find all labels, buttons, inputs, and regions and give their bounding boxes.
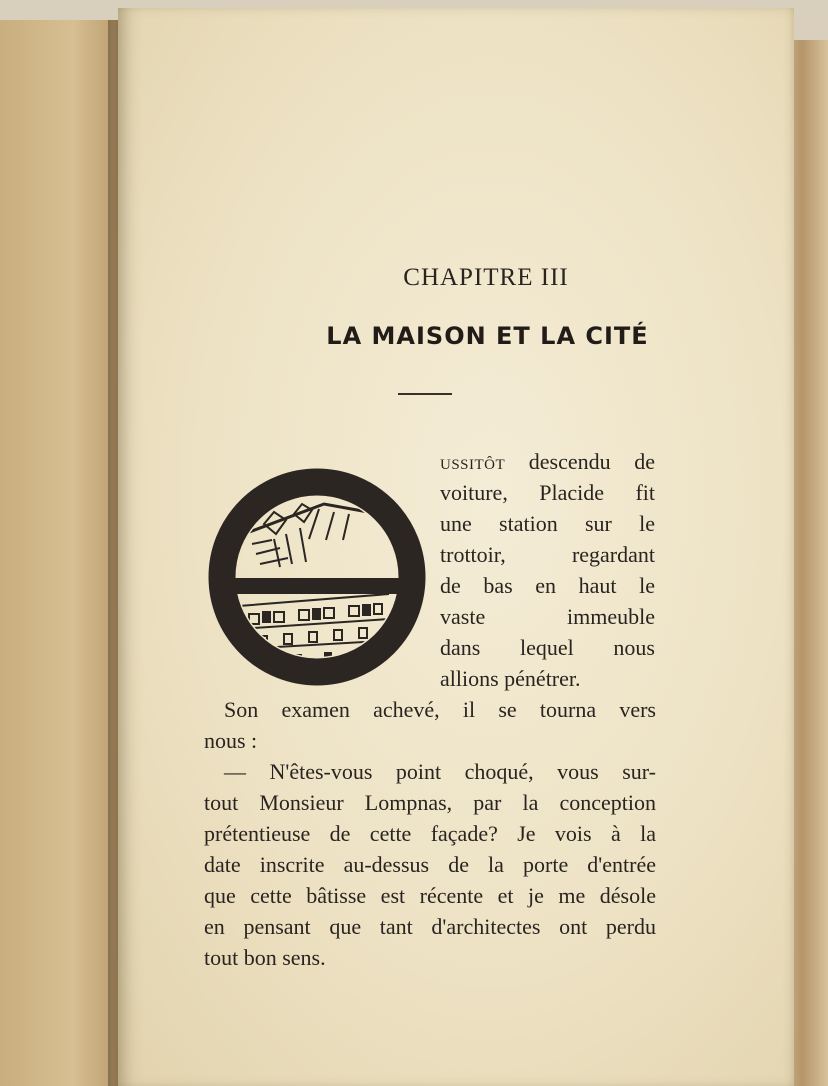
chapter-title (118, 322, 794, 350)
lead-small-caps: ussitôt (440, 449, 506, 474)
paragraph-opening (440, 446, 655, 694)
text-line: de bas en haut le (440, 573, 655, 598)
text-line (440, 446, 655, 477)
text-line: tout bon sens. (204, 945, 326, 970)
text-line: tout Monsieur Lompnas, par la conception (204, 790, 656, 815)
text-line: vaste immeuble (440, 604, 655, 629)
text-line: — N'êtes-vous point choqué, vous sur- (224, 759, 656, 784)
text-line: Son examen achevé, il se tourna vers (224, 697, 656, 722)
chapter-number: CHAPITRE III (403, 264, 569, 291)
text-line: voiture, Placide fit (440, 480, 655, 505)
book-page (118, 8, 794, 1086)
text-line: nous : (204, 728, 258, 753)
line-tail: descendu de (505, 449, 655, 474)
text-line: que cette bâtisse est récente et je me désole (204, 883, 656, 908)
building-facade-initial-A-icon (204, 464, 430, 690)
left-page-edge (0, 20, 122, 1086)
chapter-title-text: LA MAISON ET LA CITÉ (326, 322, 649, 350)
text-line: prétentieuse de cette façade? Je vois à la (204, 821, 656, 846)
text-line: allions pénétrer. (440, 666, 581, 691)
text-line: trottoir, regardant (440, 542, 655, 567)
text-line: date inscrite au-dessus de la porte d'entrée (204, 852, 656, 877)
text-line: une station sur le (440, 511, 655, 536)
chapter-heading (118, 264, 794, 292)
text-line: dans lequel nous (440, 635, 655, 660)
text-line: en pensant que tant d'architectes ont perdu (204, 914, 656, 939)
paragraph-body (204, 694, 656, 973)
title-rule (398, 393, 452, 395)
